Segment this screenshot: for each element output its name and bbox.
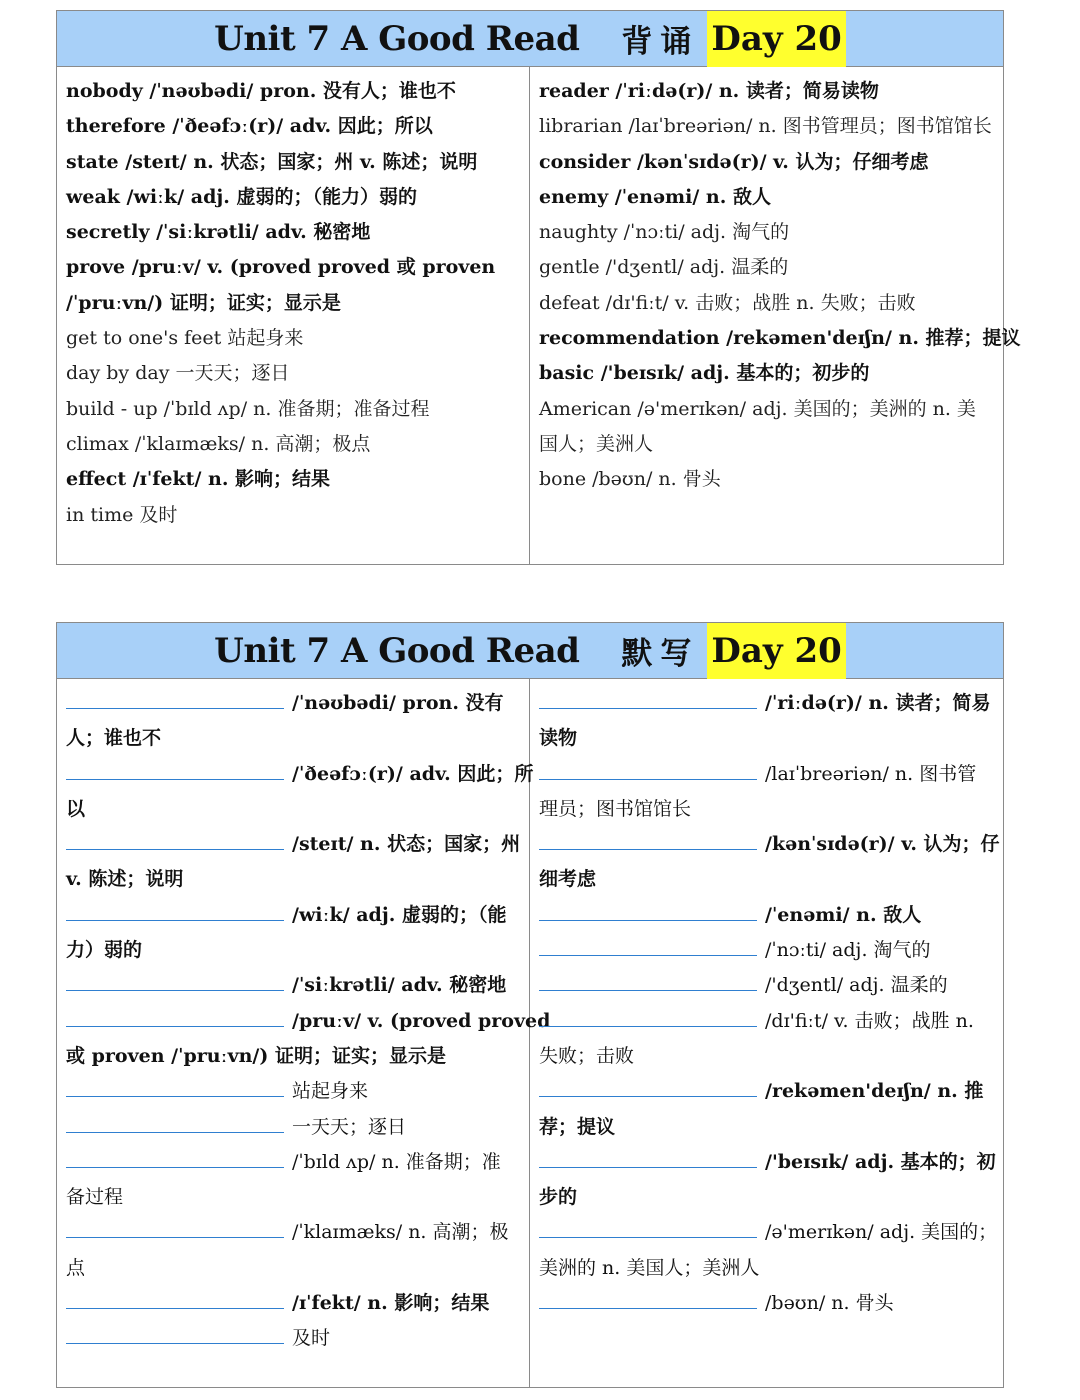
entry-text: 读物 — [539, 727, 578, 750]
entry-text: 美洲的 n. 美国人；美洲人 — [539, 1256, 760, 1279]
recite-right-entry: librarian /laɪˈbreəriən/ n. 图书管理员；图书馆馆长 — [539, 115, 992, 138]
recite-left-entry: prove /pruːv/ v. (proved proved 或 proven — [66, 256, 496, 279]
dictation-right-entry — [539, 1215, 998, 1250]
dictation-right-entry — [539, 1074, 994, 1109]
recite-right-entry: consider /kənˈsɪdə(r)/ v. 认为；仔细考虑 — [539, 150, 929, 173]
entry-text: /ˈklaɪmæks/ n. 高潮；极 — [292, 1221, 509, 1244]
dictation-right-entry — [539, 757, 994, 792]
recite-right-entry: 国人；美洲人 — [539, 432, 654, 455]
recite-right-entry: defeat /dɪ'fiːt/ v. 击败；战胜 n. 失败；击败 — [539, 291, 916, 314]
entry-text: /'dʒentl/ adj. 温柔的 — [765, 974, 948, 997]
entry-text: /wiːk/ adj. 虚弱的；（能 — [292, 903, 507, 926]
answer-blank-line[interactable] — [539, 898, 757, 921]
entry-text: /laɪˈbreəriən/ n. 图书管 — [765, 762, 977, 785]
entry-text: /rekəmen'deɪʃn/ n. 推 — [765, 1080, 984, 1103]
entry-text: /steɪt/ n. 状态；国家；州 — [292, 833, 521, 856]
dictation-right-entry — [539, 792, 994, 827]
answer-blank-line[interactable] — [66, 1145, 284, 1168]
recite-left-entry: build - up /ˈbɪld ʌp/ n. 准备期；准备过程 — [66, 397, 430, 420]
dictation-left-entry — [66, 898, 520, 933]
recite-left-entry: /ˈpruːvn/) 证明；证实；显示是 — [66, 291, 341, 314]
recite-left-column — [57, 67, 530, 564]
dictation-card — [56, 622, 1004, 1388]
answer-blank-line[interactable] — [66, 1074, 284, 1097]
dictation-left-entry — [66, 1004, 551, 1039]
dictation-left-entry — [66, 721, 520, 756]
recite-card-header — [57, 11, 1003, 67]
entry-text: /kənˈsɪdə(r)/ v. 认为；仔 — [765, 833, 1000, 856]
answer-blank-line[interactable] — [66, 1004, 284, 1027]
answer-blank-line[interactable] — [66, 827, 284, 850]
dictation-left-entry — [66, 827, 520, 862]
answer-blank-line[interactable] — [66, 757, 284, 780]
answer-blank-line[interactable] — [539, 757, 757, 780]
entry-text: 或 proven /ˈpruːvn/) 证明；证实；显示是 — [66, 1044, 446, 1067]
dictation-left-entry — [66, 757, 534, 792]
answer-blank-line[interactable] — [66, 1110, 284, 1133]
dictation-right-entry — [539, 862, 994, 897]
dictation-left-entry — [66, 1251, 520, 1286]
dictation-day-badge: Day 20 — [707, 623, 845, 679]
answer-blank-line[interactable] — [539, 1215, 757, 1238]
answer-blank-line[interactable] — [66, 898, 284, 921]
entry-text: /ˈnəʊbədi/ pron. 没有 — [292, 692, 504, 714]
dictation-right-entry — [539, 1110, 994, 1145]
recite-left-entry: day by day 一天天；逐日 — [66, 362, 290, 385]
recite-right-entry: bone /bəʊn/ n. 骨头 — [539, 468, 721, 491]
recite-card — [56, 10, 1021, 565]
dictation-left-entry — [66, 1180, 520, 1215]
recite-left-entry: get to one's feet 站起身来 — [66, 327, 304, 350]
answer-blank-line[interactable] — [66, 686, 284, 709]
entry-text: 备过程 — [66, 1186, 124, 1209]
entry-text: /ˈsiːkrətli/ adv. 秘密地 — [292, 974, 507, 997]
recite-day-badge: Day 20 — [707, 11, 845, 67]
entry-text: 细考虑 — [539, 868, 597, 891]
recite-left-entry: effect /ɪˈfekt/ n. 影响；结果 — [66, 468, 331, 491]
dictation-right-entry — [539, 933, 994, 968]
entry-text: 站起身来 — [292, 1080, 369, 1103]
answer-blank-line[interactable] — [539, 1286, 757, 1309]
dictation-mode-label: 默写 — [621, 636, 700, 672]
recite-left-entry: therefore /ˈðeəfɔː(r)/ adv. 因此；所以 — [66, 115, 433, 138]
recite-right-entry: naughty /ˈnɔːti/ adj. 淘气的 — [539, 221, 790, 244]
dictation-left-entry — [66, 1215, 520, 1250]
answer-blank-line[interactable] — [66, 1286, 284, 1309]
dictation-left-entry — [66, 1286, 520, 1321]
dictation-left-entry — [66, 968, 520, 1003]
recite-left-entry: nobody /ˈnəʊbədi/ pron. 没有人；谁也不 — [66, 80, 456, 102]
dictation-right-entry — [539, 1180, 994, 1215]
entry-text: /ˈriːdə(r)/ n. 读者；简易 — [765, 692, 991, 714]
answer-blank-line[interactable] — [539, 827, 757, 850]
dictation-left-column — [57, 679, 551, 1387]
dictation-card-header — [57, 623, 1003, 679]
recite-right-entry: reader /ˈriːdə(r)/ n. 读者；简易读物 — [539, 80, 879, 102]
entry-text: 荐；提议 — [539, 1115, 616, 1138]
answer-blank-line[interactable] — [66, 1215, 284, 1238]
entry-text: 力）弱的 — [66, 939, 143, 962]
dictation-right-entry — [539, 686, 994, 721]
recite-mode-label: 背诵 — [621, 24, 700, 60]
dictation-left-entry — [66, 1321, 520, 1356]
dictation-left-entry — [66, 862, 520, 897]
dictation-unit-title: Unit 7 A Good Read — [214, 630, 580, 671]
recite-right-entry: recommendation /rekəmen'deɪʃn/ n. 推荐；提议 — [539, 327, 1021, 350]
answer-blank-line[interactable] — [539, 686, 757, 709]
recite-left-entry: state /steɪt/ n. 状态；国家；州 v. 陈述；说明 — [66, 150, 478, 173]
entry-text: 人；谁也不 — [66, 727, 162, 750]
answer-blank-line[interactable] — [539, 1145, 757, 1168]
recite-left-entry: weak /wiːk/ adj. 虚弱的；（能力）弱的 — [66, 185, 417, 208]
answer-blank-line[interactable] — [539, 968, 757, 991]
entry-text: v. 陈述；说明 — [66, 868, 184, 891]
entry-text: 理员；图书馆馆长 — [539, 797, 692, 820]
entry-text: /bəʊn/ n. 骨头 — [765, 1292, 894, 1315]
dictation-right-entry — [539, 1145, 994, 1180]
answer-blank-line[interactable] — [66, 1321, 284, 1344]
dictation-left-entry — [66, 1145, 520, 1180]
dictation-right-entry — [539, 827, 1000, 862]
entry-text: /ə'merɪkən/ adj. 美国的； — [765, 1221, 998, 1244]
recite-left-entry: in time 及时 — [66, 503, 178, 526]
entry-text: 及时 — [292, 1327, 331, 1350]
dictation-right-entry — [539, 721, 994, 756]
answer-blank-line[interactable] — [539, 1074, 757, 1097]
entry-text: 点 — [66, 1256, 86, 1279]
recite-right-entry: gentle /'dʒentl/ adj. 温柔的 — [539, 256, 789, 279]
dictation-left-entry — [66, 1110, 520, 1145]
dictation-left-entry — [66, 686, 520, 721]
recite-right-column — [530, 67, 1021, 564]
dictation-right-entry — [539, 968, 994, 1003]
entry-text: /ˈenəmi/ n. 敌人 — [765, 903, 922, 926]
entry-text: 一天天；逐日 — [292, 1115, 407, 1138]
answer-blank-line[interactable] — [539, 1004, 757, 1027]
dictation-left-entry — [66, 792, 520, 827]
entry-text: 步的 — [539, 1186, 578, 1209]
dictation-right-entry — [539, 1251, 994, 1286]
entry-text: /dɪ'fiːt/ v. 击败；战胜 n. — [765, 1009, 974, 1032]
recite-unit-title: Unit 7 A Good Read — [214, 18, 580, 59]
answer-blank-line[interactable] — [66, 968, 284, 991]
recite-left-entry: secretly /ˈsiːkrətli/ adv. 秘密地 — [66, 221, 371, 244]
entry-text: /pruːv/ v. (proved proved — [292, 1009, 551, 1032]
dictation-left-entry — [66, 1074, 520, 1109]
recite-right-entry: basic /'beɪsɪk/ adj. 基本的；初步的 — [539, 362, 870, 385]
dictation-left-entry — [66, 1039, 520, 1074]
recite-left-entry: climax /ˈklaɪmæks/ n. 高潮；极点 — [66, 432, 371, 455]
entry-text: /ˈnɔːti/ adj. 淘气的 — [765, 939, 931, 962]
dictation-right-entry — [539, 1286, 994, 1321]
dictation-right-column — [530, 679, 1003, 1387]
recite-right-entry: American /ə'merɪkən/ adj. 美国的；美洲的 n. 美 — [539, 397, 976, 420]
entry-text: /ˈðeəfɔː(r)/ adv. 因此；所 — [292, 762, 534, 785]
answer-blank-line[interactable] — [539, 933, 757, 956]
entry-text: /ˈbɪld ʌp/ n. 准备期；准 — [292, 1150, 501, 1173]
recite-right-entry: enemy /ˈenəmi/ n. 敌人 — [539, 185, 771, 208]
entry-text: /ɪˈfekt/ n. 影响；结果 — [292, 1292, 490, 1315]
entry-text: 以 — [66, 797, 86, 820]
dictation-right-entry — [539, 898, 994, 933]
dictation-right-entry — [539, 1004, 994, 1039]
dictation-right-entry — [539, 1039, 994, 1074]
entry-text: /'beɪsɪk/ adj. 基本的；初 — [765, 1150, 996, 1173]
entry-text: 失败；击败 — [539, 1044, 635, 1067]
dictation-left-entry — [66, 933, 520, 968]
